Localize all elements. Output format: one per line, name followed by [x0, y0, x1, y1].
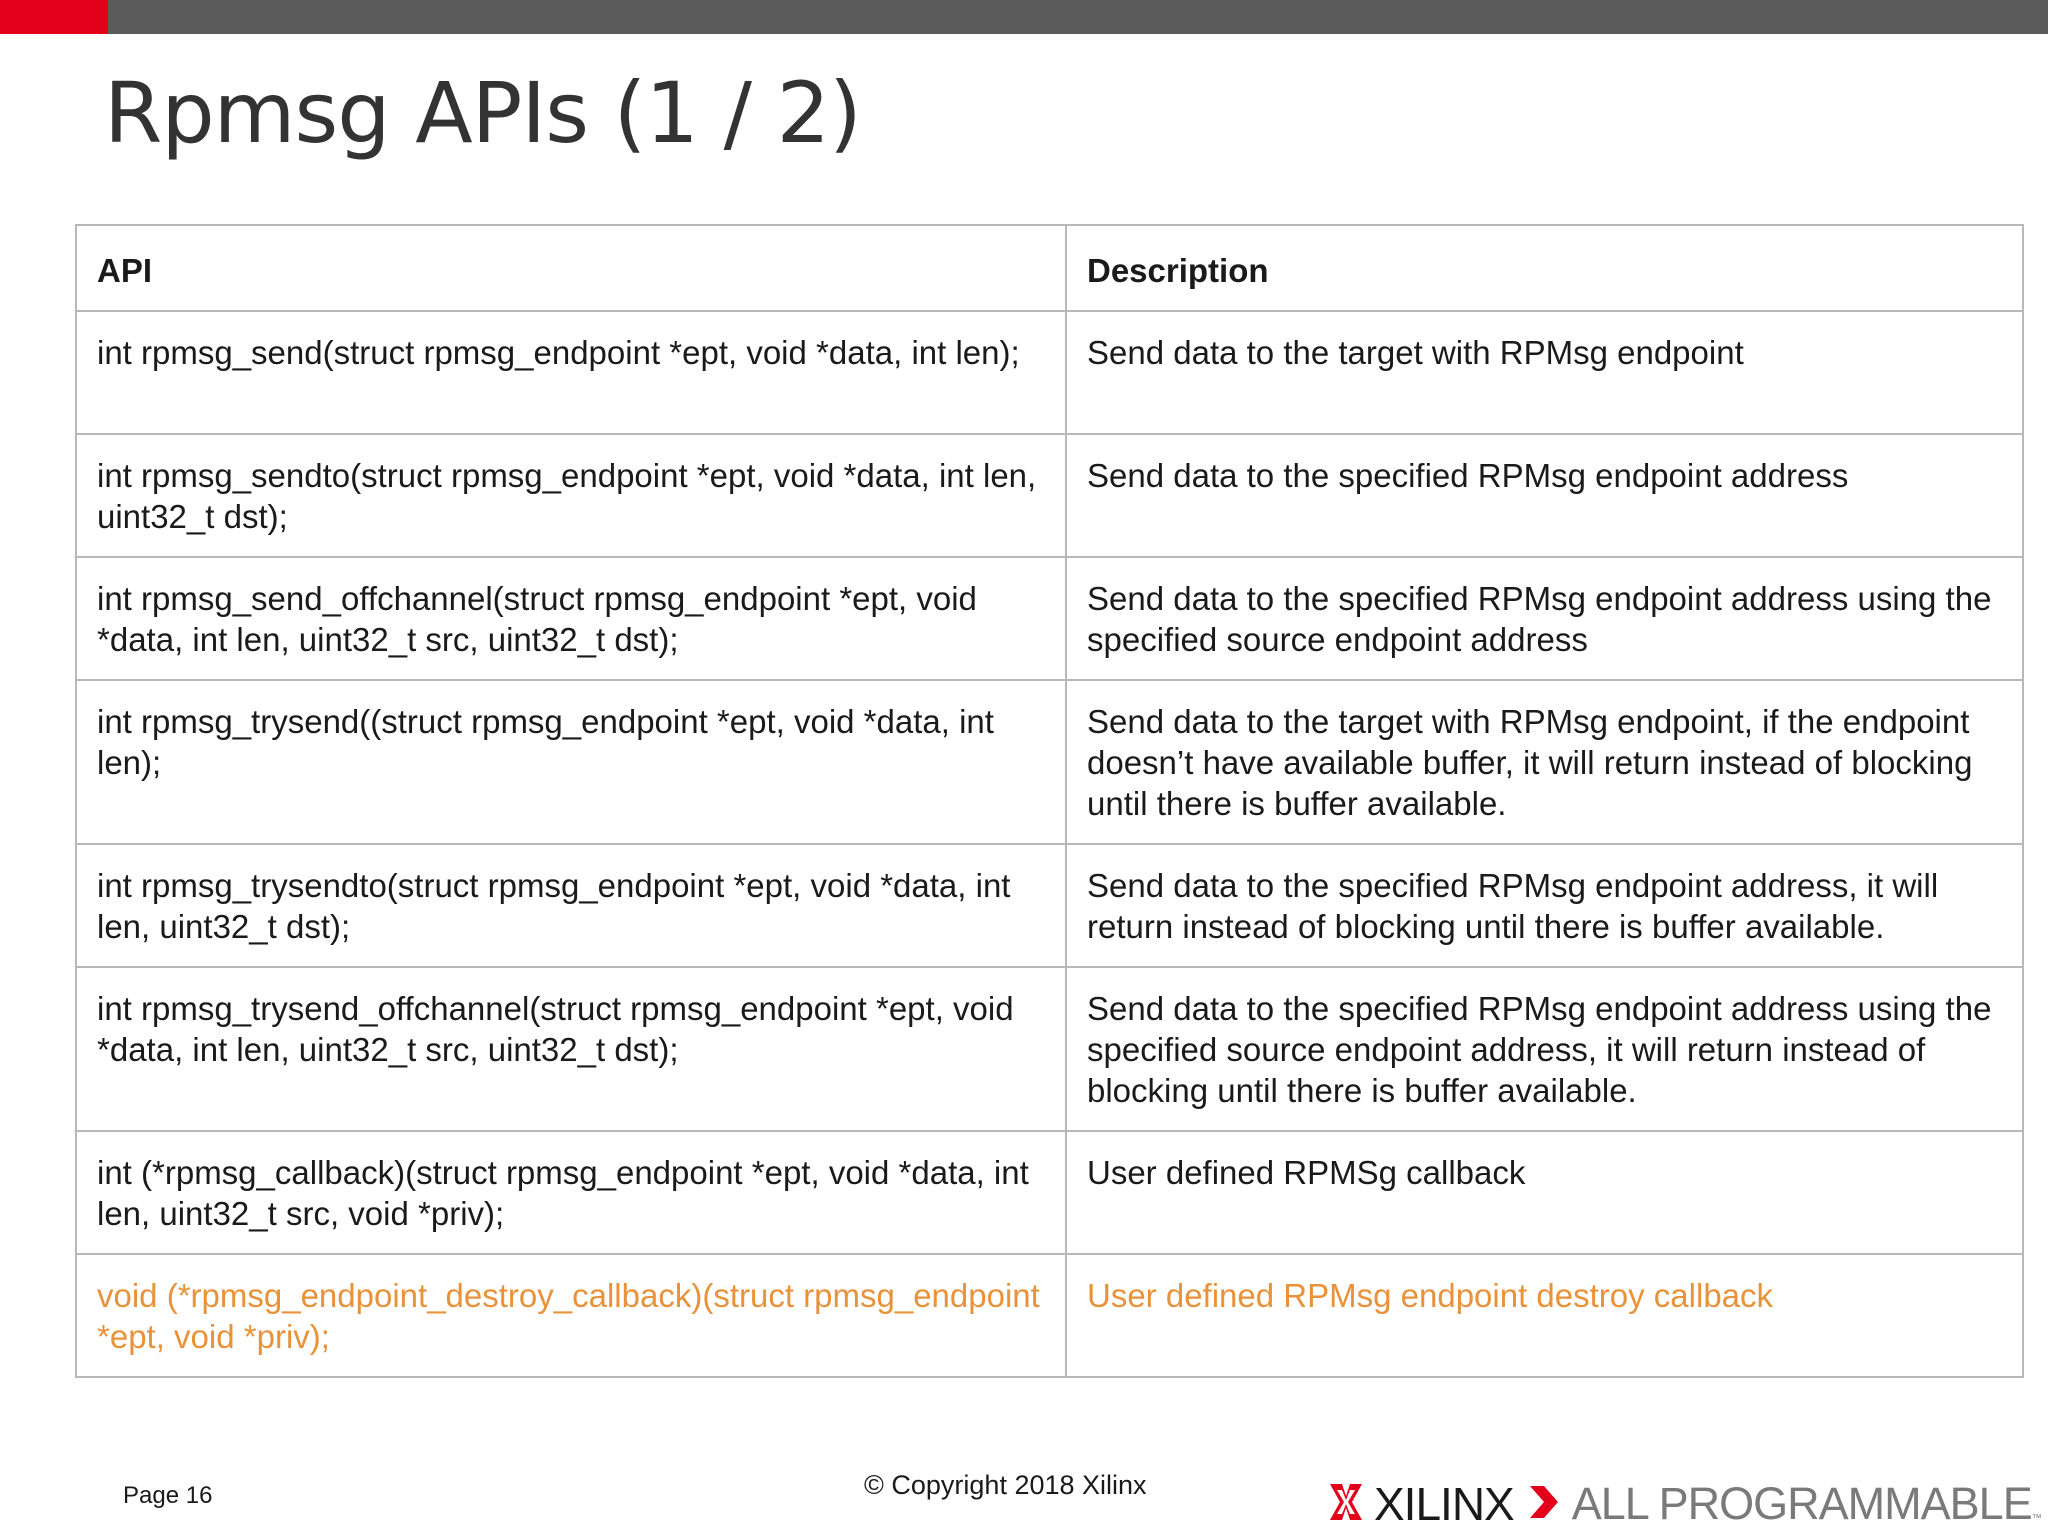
api-cell: int rpmsg_sendto(struct rpmsg_endpoint *ept, void *data, int len, uint32_t dst); [76, 434, 1066, 557]
description-cell: Send data to the target with RPMsg endpoint [1066, 311, 2023, 434]
trademark-symbol: ™ [2031, 1513, 2042, 1524]
api-cell: int rpmsg_send(struct rpmsg_endpoint *ept, void *data, int len); [76, 311, 1066, 434]
top-bar [0, 0, 2048, 34]
description-cell: Send data to the specified RPMsg endpoint address using the specified source endpoint address [1066, 557, 2023, 680]
description-cell: Send data to the target with RPMsg endpoint, if the endpoint doesn’t have available buffer, it will return instead of blocking until there is buffer available. [1066, 680, 2023, 844]
chevron-right-icon [1528, 1484, 1560, 1525]
table-row-highlighted [76, 1254, 2023, 1377]
column-header-description: Description [1066, 225, 2023, 311]
api-table [75, 224, 2024, 1378]
copyright-notice: © Copyright 2018 Xilinx [864, 1470, 1147, 1500]
api-cell: int rpmsg_trysendto(struct rpmsg_endpoint *ept, void *data, int len, uint32_t dst); [76, 844, 1066, 967]
table-row [76, 557, 2023, 680]
page-number: Page 16 [123, 1482, 213, 1509]
api-cell: int rpmsg_send_offchannel(struct rpmsg_endpoint *ept, void *data, int len, uint32_t src, uint32_t dst); [76, 557, 1066, 680]
brand-tagline: ALL PROGRAMMABLE [1571, 1478, 2032, 1529]
xilinx-logo [1328, 1476, 2042, 1532]
api-cell: void (*rpmsg_endpoint_destroy_callback)(struct rpmsg_endpoint *ept, void *priv); [76, 1254, 1066, 1377]
table-row [76, 680, 2023, 844]
table-row [76, 844, 2023, 967]
page-title: Rpmsg APIs (1 / 2) [104, 64, 861, 162]
column-header-api: API [76, 225, 1066, 311]
api-cell: int rpmsg_trysend_offchannel(struct rpmsg_endpoint *ept, void *data, int len, uint32_t src, uint32_t dst); [76, 967, 1066, 1131]
description-cell: Send data to the specified RPMsg endpoint address, it will return instead of blocking until there is buffer available. [1066, 844, 2023, 967]
table-header-row [76, 225, 2023, 311]
description-cell: Send data to the specified RPMsg endpoint address [1066, 434, 2023, 557]
table-row [76, 434, 2023, 557]
brand-name: XILINX [1374, 1478, 1514, 1530]
table-row [76, 311, 2023, 434]
description-cell: Send data to the specified RPMsg endpoint address using the specified source endpoint address, it will return instead of blocking until there is buffer available. [1066, 967, 2023, 1131]
api-cell: int (*rpmsg_callback)(struct rpmsg_endpoint *ept, void *data, int len, uint32_t src, void *priv); [76, 1131, 1066, 1254]
top-bar-accent [0, 0, 108, 34]
api-cell: int rpmsg_trysend((struct rpmsg_endpoint *ept, void *data, int len); [76, 680, 1066, 844]
table-row [76, 1131, 2023, 1254]
xilinx-x-logo-icon [1328, 1482, 1364, 1527]
description-cell: User defined RPMsg endpoint destroy callback [1066, 1254, 2023, 1377]
description-cell: User defined RPMSg callback [1066, 1131, 2023, 1254]
table-row [76, 967, 2023, 1131]
